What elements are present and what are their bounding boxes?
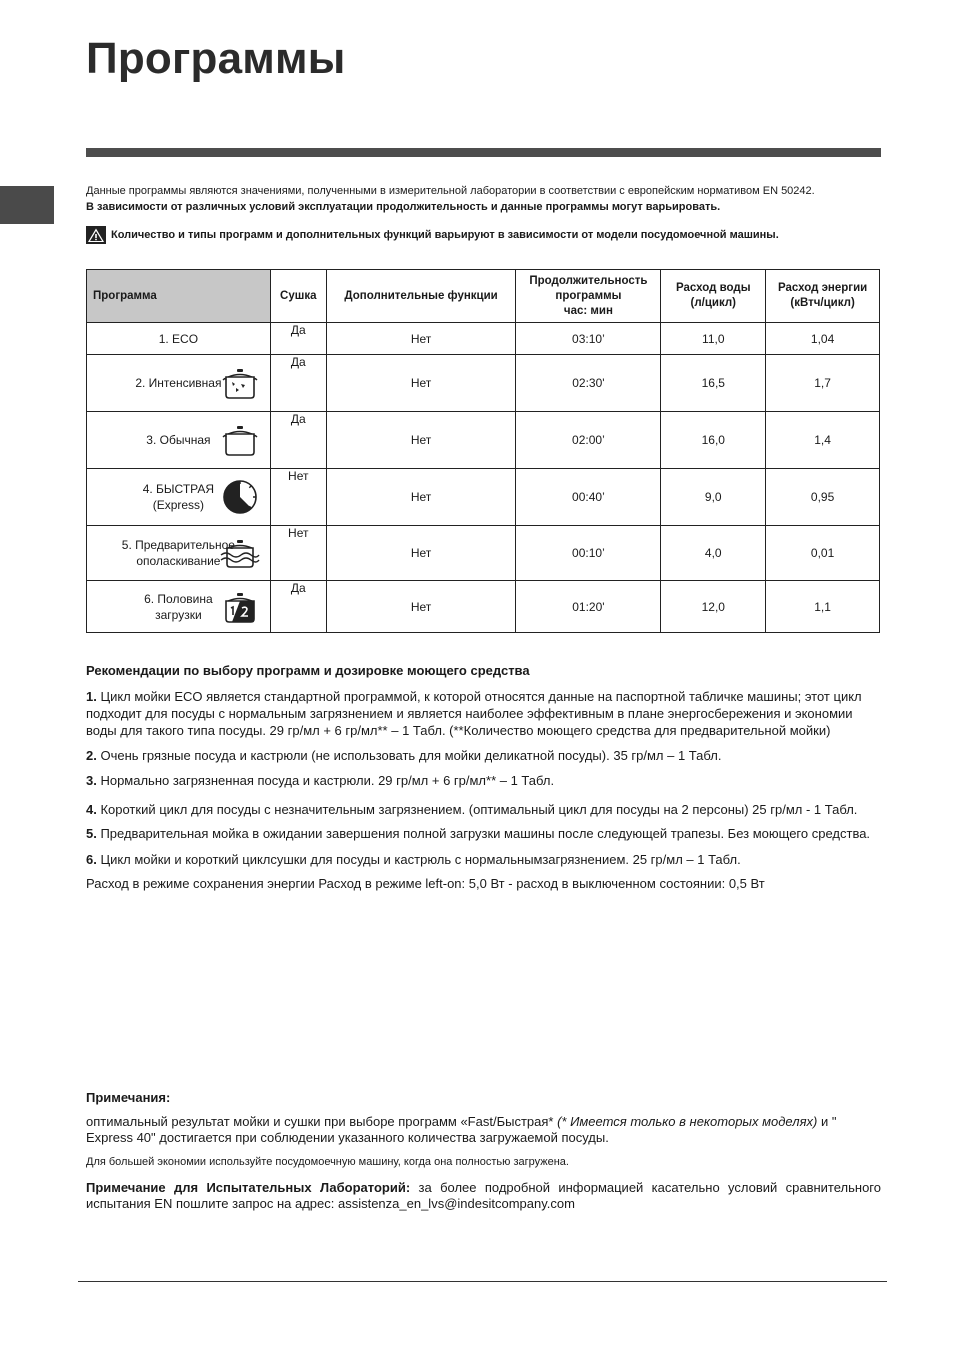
- header-energy-line2: (кВтч/цикл): [790, 297, 855, 309]
- extra-cell: Нет: [326, 323, 516, 355]
- program-name-cell: [87, 323, 271, 355]
- consumption-text: Расход в режиме сохранения энергии Расход в режиме left-on: 5,0 Вт - расход в выключенном состоянии: 0,5 Вт: [86, 876, 765, 891]
- program-name-cell: [87, 469, 271, 526]
- header-extra-functions: Дополнительные функции: [326, 270, 516, 323]
- water-cell: 16,0: [661, 412, 766, 469]
- item-text: Цикл мойки и короткий циклсушки для посуды и кастрюль с нормальнымзагрязнением. 25 гр/мл – 1 Табл.: [96, 852, 741, 867]
- header-duration-line2: программы: [555, 289, 622, 302]
- pot-rinse-icon: [220, 533, 260, 573]
- program-name-cell: [87, 355, 271, 412]
- recommendation-item: [86, 772, 881, 789]
- recommendations-heading: Рекомендации по выбору программ и дозировке моющего средства: [86, 663, 530, 678]
- item-number: 2.: [86, 748, 97, 763]
- intro-disclaimer: В зависимости от различных условий эксплуатации продолжительность и данные программы могут варьировать.: [86, 201, 721, 213]
- program-name-cell: [87, 412, 271, 469]
- recommendations-section: [86, 662, 881, 892]
- water-cell: 9,0: [661, 469, 766, 526]
- table-row: [87, 355, 880, 412]
- item-text: Короткий цикл для посуды с незначительным загрязнением. (оптимальный цикл для посуды на 2 персоны) 25 гр/мл - 1 Табл.: [96, 802, 858, 817]
- water-cell: 4,0: [661, 526, 766, 581]
- warning-note: [86, 226, 779, 244]
- extra-cell: Нет: [326, 355, 516, 412]
- programs-table: [86, 269, 880, 633]
- program-name: 3. Обычная: [146, 433, 211, 447]
- header-duration-line3: час: мин: [563, 304, 613, 317]
- item-text: Цикл мойки ECO является стандартной программой, к которой относятся данные на паспортной табличке машины; этот цикл подходит для посуды с нормальным загрязнением и является наиболее эффективным в плане энергосбережения и экономии воды для такого типа посуды. 29 гр/мл + 6 гр/мл** – 1 Табл. (**Количество моющего средства для предварительной мойки): [86, 689, 862, 738]
- drying-cell: Да: [270, 581, 326, 633]
- duration-cell: 01:20': [516, 581, 661, 633]
- intro-text: Данные программы являются значениями, полученными в измерительной лаборатории в соответствии с европейским нормативом EN 50242.: [86, 185, 815, 197]
- duration-cell: 00:40’: [516, 469, 661, 526]
- water-cell: 16,5: [661, 355, 766, 412]
- table-row: [87, 469, 880, 526]
- extra-cell: Нет: [326, 581, 516, 633]
- extra-cell: Нет: [326, 412, 516, 469]
- recommendation-item: [86, 688, 881, 739]
- header-water: [661, 270, 766, 323]
- energy-cell: 1,04: [766, 323, 880, 355]
- drying-cell: Да: [270, 412, 326, 469]
- drying-cell: Да: [270, 355, 326, 412]
- header-energy: [766, 270, 880, 323]
- table-row: [87, 581, 880, 633]
- drying-cell: Нет: [270, 526, 326, 581]
- pot-half-load-icon: [220, 587, 260, 627]
- program-name-line2: (Express): [152, 498, 205, 512]
- energy-cell: 0,01: [766, 526, 880, 581]
- note1-italic: (* Имеется только в некоторых моделях): [553, 1114, 818, 1129]
- note-economy: Для большей экономии используйте посудомоечную машину, когда она полностью загружена.: [86, 1156, 569, 1168]
- warning-text: Количество и типы программ и дополнительных функций варьируют в зависимости от модели посудомоечной машины.: [111, 229, 779, 241]
- program-name: 2. Интенсивная: [135, 376, 222, 390]
- extra-cell: Нет: [326, 526, 516, 581]
- program-name-line1: 6. Половина: [144, 591, 213, 606]
- duration-cell: 02:00’: [516, 412, 661, 469]
- table-row: [87, 526, 880, 581]
- note-labs-text: за более подробной информацией касательно условий сравнительного испытания EN пошлите запрос на адрес: assistenza_en_lvs@indesitcompany.com: [86, 1180, 881, 1211]
- item-number: 3.: [86, 773, 97, 788]
- program-name: 1. ECO: [158, 331, 199, 346]
- note1-star: *: [548, 1114, 554, 1129]
- pot-normal-icon: [220, 420, 260, 460]
- program-name-line1: 5. Предварительное: [121, 538, 235, 552]
- water-cell: 11,0: [661, 323, 766, 355]
- note-labs: [86, 1180, 881, 1212]
- footer-rule: [78, 1281, 887, 1282]
- note-fast-express: [86, 1114, 881, 1146]
- item-text: Предварительная мойка в ожидании завершения полной загрузки машины после следующей трапезы. Без моющего средства.: [96, 826, 871, 841]
- page-title: Программы: [86, 34, 346, 83]
- header-duration-line1: Продолжительность: [529, 274, 648, 287]
- clock-express-icon: [220, 477, 260, 517]
- item-number: 6.: [86, 852, 97, 867]
- pot-intensive-icon: [220, 363, 260, 403]
- recommendation-item: [86, 747, 881, 764]
- duration-cell: 02:30': [516, 355, 661, 412]
- header-energy-line1: Расход энергии: [777, 282, 868, 294]
- recommendation-item: [86, 851, 881, 868]
- program-name-line2: загрузки: [155, 607, 202, 622]
- warning-icon: [86, 226, 106, 244]
- energy-cell: 0,95: [766, 469, 880, 526]
- item-text: Нормально загрязненная посуда и кастрюли. 29 гр/мл + 6 гр/мл** – 1 Табл.: [96, 773, 555, 788]
- item-number: 1.: [86, 689, 97, 704]
- drying-cell: Да: [270, 323, 326, 355]
- note1-text-b: и " Express 40" достигается при соблюдении указанного количества загружаемой посуды.: [86, 1114, 837, 1145]
- note-labs-label: Примечание для Испытательных Лабораторий:: [86, 1180, 411, 1195]
- item-number: 4.: [86, 802, 97, 817]
- water-cell: 12,0: [661, 581, 766, 633]
- table-header-row: [87, 270, 880, 323]
- notes-heading: Примечания:: [86, 1090, 171, 1105]
- recommendation-item: [86, 825, 881, 842]
- item-number: 5.: [86, 826, 97, 841]
- duration-cell: 00:10’: [516, 526, 661, 581]
- table-row: [87, 412, 880, 469]
- note1-text-a: оптимальный результат мойки и сушки при выборе программ «Fast/Быстрая: [86, 1114, 549, 1129]
- header-rule: [86, 148, 881, 157]
- drying-cell: Нет: [270, 469, 326, 526]
- program-name-line2: ополаскивание: [136, 554, 221, 568]
- header-program: Программа: [87, 270, 271, 323]
- header-water-line1: Расход воды: [675, 282, 751, 294]
- recommendation-item: [86, 801, 881, 818]
- extra-cell: Нет: [326, 469, 516, 526]
- energy-cell: 1,7: [766, 355, 880, 412]
- header-water-line2: (л/цикл): [690, 297, 737, 309]
- header-drying: Сушка: [270, 270, 326, 323]
- notes-section: [86, 1090, 881, 1212]
- program-name-cell: [87, 526, 271, 581]
- energy-cell: 1,4: [766, 412, 880, 469]
- duration-cell: 03:10’: [516, 323, 661, 355]
- header-duration: [516, 270, 661, 323]
- table-row: [87, 323, 880, 355]
- language-tab: [0, 186, 54, 224]
- item-text: Очень грязные посуда и кастрюли (не использовать для мойки деликатной посуды). 35 гр/мл – 1 Табл.: [96, 748, 722, 763]
- program-name-cell: [87, 581, 271, 633]
- energy-cell: 1,1: [766, 581, 880, 633]
- program-name-line1: 4. БЫСТРАЯ: [142, 482, 215, 496]
